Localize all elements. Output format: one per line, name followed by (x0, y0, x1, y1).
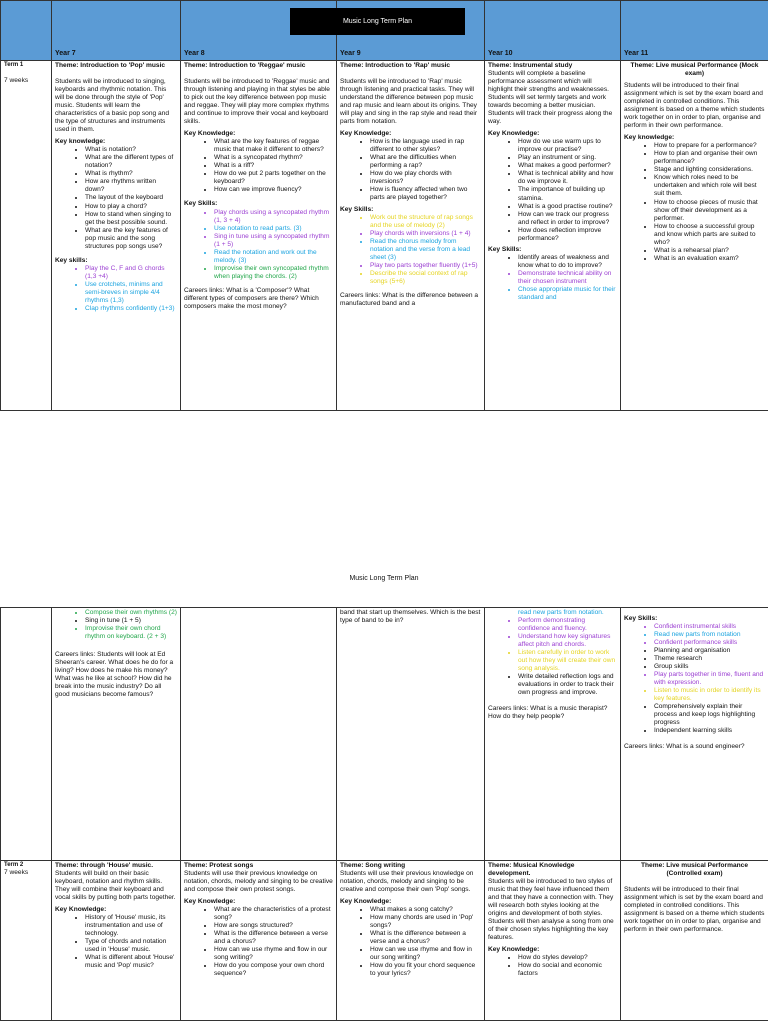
careers-links: Careers links: What is a music therapist? How do they help people? (488, 705, 608, 721)
page-1 (0, 0, 768, 411)
year-11-header: Year 11 (621, 1, 768, 61)
key-knowledge-list (488, 954, 617, 978)
list-item: • What is different about 'House' music and 'Pop' music? (85, 954, 177, 970)
list-item: • Play chords using a syncopated rhythm (1, 3 + 4) (214, 209, 333, 225)
list-item: • Theme research (654, 655, 765, 663)
list-item: • Planning and organisation (654, 647, 765, 655)
page-2-title: Music Long Term Plan (349, 575, 419, 582)
list-item: • How are rhythms written down? (85, 178, 177, 194)
list-item: • Write detailed reflection logs and evaluations in order to track their own progress and improve. (518, 673, 617, 697)
list-item: • How to prepare for a performance? (654, 142, 765, 150)
list-item: • Play an instrument or sing. (518, 154, 617, 162)
intro-text: Students will be introduced to 'Rap' music through listening and practical tasks. They will understand the difference between pop music and rap music and learn about its origins. They will play and sing in the rap style and read their parts from notation. (340, 78, 478, 126)
list-item: • How are songs structured? (214, 922, 333, 930)
list-item: • Demonstrate technical ability on their chosen instrument (518, 270, 617, 286)
list-item: • How do you compose your own chord sequence? (214, 962, 333, 978)
list-item: • What makes a song catchy? (370, 906, 481, 914)
year-7-header: Year 7 (52, 1, 181, 61)
list-item: • Use crotchets, minims and semi-breves in simple 4/4 rhythms (1,3) (85, 281, 177, 305)
list-item: • What are the different types of notation? (85, 154, 177, 170)
theme-title: Theme: Introduction to 'Pop' music (55, 62, 166, 69)
list-item: • How can we track our progress and reflect in order to improve? (518, 211, 617, 227)
list-item: • The layout of the keyboard (85, 194, 177, 202)
list-item: • What is the difference between a verse and a chorus? (214, 930, 333, 946)
key-skills-label: Key Skills: (184, 200, 218, 208)
intro-text: Students will use their previous knowledge on notation, chords, melody and singing to be creative and compose their own 'Pop' songs. (340, 870, 474, 894)
list-item: • How to plan and organise their own performance? (654, 150, 765, 166)
list-item: • How do we use warm ups to improve our practise? (518, 138, 617, 154)
list-item: • How can we use rhyme and flow in our song writing? (214, 946, 333, 962)
key-knowledge-label: Key Knowledge: (340, 898, 392, 906)
term-label: Term 1 (4, 62, 24, 68)
list-item: • Describe the social context of rap songs (5+6) (370, 270, 481, 286)
term-2-row (1, 861, 768, 1021)
list-item: • How do you fit your chord sequence to your lyrics? (370, 962, 481, 978)
list-item: • Sing in tune (1 + 5) (85, 617, 177, 625)
list-item: • What is the difference between a verse and a chorus? (370, 930, 481, 946)
list-item: • What is rhythm? (85, 170, 177, 178)
list-item: • Stage and lighting considerations. (654, 166, 765, 174)
key-skills-label: Key Skills: (488, 245, 522, 253)
list-item: • How do we put 2 parts together on the keyboard? (214, 170, 333, 186)
term-1-continued-row (1, 608, 768, 861)
theme-title: Theme: Live musical Performance (Mock exam) (630, 62, 759, 78)
year-9-continued-cell (337, 608, 485, 861)
plan-table-page-1 (0, 0, 768, 411)
list-item: • Compose their own rhythms (2) (85, 609, 177, 617)
year-9-term-1-cell (337, 61, 485, 411)
list-item: • Comprehensively explain their process and keep logs highlighting progress (654, 703, 765, 727)
theme-title: Theme: Protest songs (184, 862, 254, 869)
year-10-term-2-cell (485, 861, 621, 1021)
list-item: read new parts from notation. (518, 609, 604, 616)
list-item: • What is a riff? (214, 162, 333, 170)
list-item: • What are the characteristics of a protest song? (214, 906, 333, 922)
key-knowledge-label: Key Knowledge: (55, 906, 107, 914)
list-item: • Listen to music in order to identify its key features. (654, 687, 765, 703)
list-item: • Clap rhythms confidently (1+3) (85, 305, 177, 313)
list-item: • How to stand when singing to get the best possible sound. (85, 211, 177, 227)
list-item: • How to play a chord? (85, 203, 177, 211)
key-skills-label: Key Skills: (624, 615, 658, 622)
key-skills-list (184, 209, 333, 281)
list-item: • Work out the structure of rap songs and the use of melody (2) (370, 214, 481, 230)
list-item: • How to choose pieces of music that show off their development as a performer. (654, 199, 765, 223)
key-knowledge-list (488, 138, 617, 242)
careers-links: Careers links: What is a 'Composer'? What different types of composers are there? Which composers make the most money? (184, 286, 319, 310)
term-weeks: 7 weeks (4, 77, 29, 85)
theme-title: Theme: Song writing (340, 862, 406, 869)
header-blank-cell (1, 1, 52, 61)
list-item: • Independent learning skills (654, 727, 765, 735)
year-8-term-1-cell (181, 61, 337, 411)
key-knowledge-list (55, 914, 177, 970)
theme-title: Theme: Introduction to 'Reggae' music (184, 62, 306, 69)
list-item: • What makes a good performer? (518, 162, 617, 170)
term-1-row (1, 61, 768, 411)
list-item: • Type of chords and notation used in 'House' music. (85, 938, 177, 954)
list-item: • How does reflection improve performance? (518, 227, 617, 243)
careers-links: Careers links: Students will look at Ed Sheeran's career. What does he do for a living? How does he make his money? What was he like at school? How did he break into the music industry? Do all good musicians become famous? (55, 651, 174, 699)
list-item: • History of 'House' music, its instrumentation and use of technology. (85, 914, 177, 938)
key-knowledge-list (184, 906, 333, 978)
key-skills-list (488, 254, 617, 302)
list-item: • How is fluency affected when two parts are played together? (370, 186, 481, 202)
list-item: • Play chords with inversions (1 + 4) (370, 230, 481, 238)
intro-text: Students will be introduced to singing, keyboards and rhythmic notation. This will be done through the style of 'Pop' music. Students will learn the characteristics of a basic pop song and the type of structures and instruments used in them. (55, 78, 169, 134)
list-item: • Play two parts together fluently (1+5) (370, 262, 481, 270)
theme-title: Theme: Introduction to 'Rap' music (340, 62, 451, 69)
key-knowledge-label: Key Knowledge: (488, 946, 540, 954)
key-skills-list (55, 609, 177, 641)
page-title: Music Long Term Plan (290, 8, 465, 35)
list-item: • How do we play chords with inversions? (370, 170, 481, 186)
list-item: • Confident instrumental skills (654, 623, 765, 631)
year-10-continued-cell (485, 608, 621, 861)
list-item: • How do styles develop? (518, 954, 617, 962)
plan-table-page-2 (0, 607, 768, 1021)
careers-links: Careers links: What is the difference between a manufactured band and a (340, 291, 479, 307)
year-7-term-2-cell (52, 861, 181, 1021)
term-1-cell (1, 61, 52, 411)
list-item: • Listen carefully in order to work out how they will create their own song analysis. (518, 649, 617, 673)
intro-text: Students will be introduced to two styles of music that they feel have influenced them and that they have a connection with. They will research both styles looking at the origins and development of both styles. Students will then analyse a song from one of their chosen styles highlighting the key features. (488, 878, 614, 942)
key-knowledge-list (624, 142, 765, 262)
theme-title: Theme: through 'House' music. (55, 862, 154, 869)
year-8-header: Year 8 (181, 1, 337, 61)
intro-text: Students will be introduced to their final assignment which is set by the exam board and completed in controlled conditions. This assignment is based on a theme which students work together on in order to plan, organise and perform in their own performance. (624, 886, 765, 934)
list-item: • What are the difficulties when performing a rap? (370, 154, 481, 170)
term-weeks: 7 weeks (4, 869, 29, 877)
key-skills-list (488, 609, 617, 697)
page-2 (0, 607, 768, 1021)
key-knowledge-list (184, 138, 333, 194)
key-knowledge-list (340, 906, 481, 978)
key-knowledge-label: Key Knowledge: (340, 130, 392, 138)
intro-text: Students will build on their basic keyboard, notation and rhythm skills. They will combine their keyboard and vocal skills by putting both parts together. (55, 870, 176, 902)
list-item: • What is a rehearsal plan? (654, 247, 765, 255)
year-10-term-1-cell (485, 61, 621, 411)
careers-links-continued: band that start up themselves. Which is the best type of band to be in? (340, 609, 481, 625)
key-knowledge-list (55, 146, 177, 250)
list-item: • Perform demonstrating confidence and fluency. (518, 617, 617, 633)
list-item: • What is a syncopated rhythm? (214, 154, 333, 162)
list-item: • Chose appropriate music for their standard and (518, 286, 617, 302)
list-item: • Improvise their own chord rhythm on keyboard. (2 + 3) (85, 625, 177, 641)
list-item: • How do social and economic factors (518, 962, 617, 978)
list-item: • Improvise their own syncopated rhythm when playing the chords. (2) (214, 265, 333, 281)
year-8-continued-cell (181, 608, 337, 861)
list-item: • Read the notation and work out the melody. (3) (214, 249, 333, 265)
key-knowledge-label: Key Knowledge: (184, 898, 236, 906)
key-skills-list (624, 623, 765, 735)
year-9-header: Year 9 (337, 1, 485, 61)
year-7-term-1-cell (52, 61, 181, 411)
list-item: • Play the C, F and G chords (1,3 +4) (85, 265, 177, 281)
list-item: • What are the key features of reggae music that make it different to others? (214, 138, 333, 154)
list-item: • What is an evaluation exam? (654, 255, 765, 263)
key-skills-list (340, 214, 481, 286)
key-knowledge-label: Key knowledge: (624, 134, 675, 142)
key-skills-label: Key Skills: (340, 205, 374, 213)
theme-title: Theme: Live musical Performance (Controlled exam) (640, 862, 748, 878)
list-item: • Sing in tune using a syncopated rhythm (1 + 5) (214, 233, 333, 249)
list-item: • What is notation? (85, 146, 177, 154)
list-item: • What is a good practise routine? (518, 203, 617, 211)
key-knowledge-label: Key Knowledge: (488, 130, 540, 138)
list-item: • Confident performance skills (654, 639, 765, 647)
intro-text: Students will be introduced to their final assignment which is set by the exam board and completed in controlled conditions. This assignment is based on a theme which students work together on in order to plan, organise and perform in their own performance. (624, 82, 765, 130)
list-item: • Play parts together in time, fluent and with expression. (654, 671, 765, 687)
list-item: • How can we improve fluency? (214, 186, 333, 194)
list-item: • Identify areas of weakness and know what to do to improve? (518, 254, 617, 270)
list-item: • How to choose a successful group and know which parts are suited to who? (654, 223, 765, 247)
theme-title: Theme: Instrumental study (488, 62, 573, 69)
key-skills-list (55, 265, 177, 313)
intro-text: Students will complete a baseline performance assessment which will highlight their strengths and weaknesses. Students will set termly targets and work towards becoming a better musician. Students will track their progress along the way. (488, 70, 613, 126)
list-item: • Read the chorus melody from notation and the verse from a lead sheet (3) (370, 238, 481, 262)
theme-title: Theme: Musical Knowledge development. (488, 862, 575, 878)
key-skills-label: Key skills: (55, 256, 88, 264)
key-knowledge-label: Key knowledge: (55, 138, 106, 146)
term-label: Term 2 (4, 862, 24, 868)
list-item: • Use notation to read parts. (3) (214, 225, 333, 233)
key-knowledge-label: Key Knowledge: (184, 130, 236, 138)
term-2-cell (1, 861, 52, 1021)
year-8-term-2-cell (181, 861, 337, 1021)
intro-text: Students will be introduced to 'Reggae' music and through listening and playing in that styles be able to pick out the key difference between pop music and reggae. They will play more complex rhythms and continue to improve their vocal and keyboard skills. (184, 78, 330, 126)
key-knowledge-list (340, 138, 481, 202)
list-item: • What are the key features of pop music and the song structures pop songs use? (85, 227, 177, 251)
list-item: • How can we use rhyme and flow in our song writing? (370, 946, 481, 962)
year-11-term-1-cell (621, 61, 768, 411)
year-9-term-2-cell (337, 861, 485, 1021)
list-item: • Group skills (654, 663, 765, 671)
list-item: • How is the language used in rap different to other styles? (370, 138, 481, 154)
intro-text: Students will use their previous knowledge on notation, chords, melody and singing to be creative and compose their own protest songs. (184, 870, 333, 894)
careers-links: Careers links: What is a sound engineer? (624, 743, 745, 751)
list-item: • Read new parts from notation (654, 631, 765, 639)
list-item: • Know which roles need to be undertaken and which role will best suit them. (654, 174, 765, 198)
list-item: • How many chords are used in 'Pop' songs? (370, 914, 481, 930)
year-11-term-2-cell (621, 861, 768, 1021)
list-item: • What is technical ability and how do we improve it. (518, 170, 617, 186)
year-7-continued-cell (52, 608, 181, 861)
list-item: • Understand how key signatures affect pitch and chords. (518, 633, 617, 649)
year-11-continued-cell (621, 608, 768, 861)
year-10-header: Year 10 (485, 1, 621, 61)
term-blank-cell (1, 608, 52, 861)
list-item: • The importance of building up stamina. (518, 186, 617, 202)
